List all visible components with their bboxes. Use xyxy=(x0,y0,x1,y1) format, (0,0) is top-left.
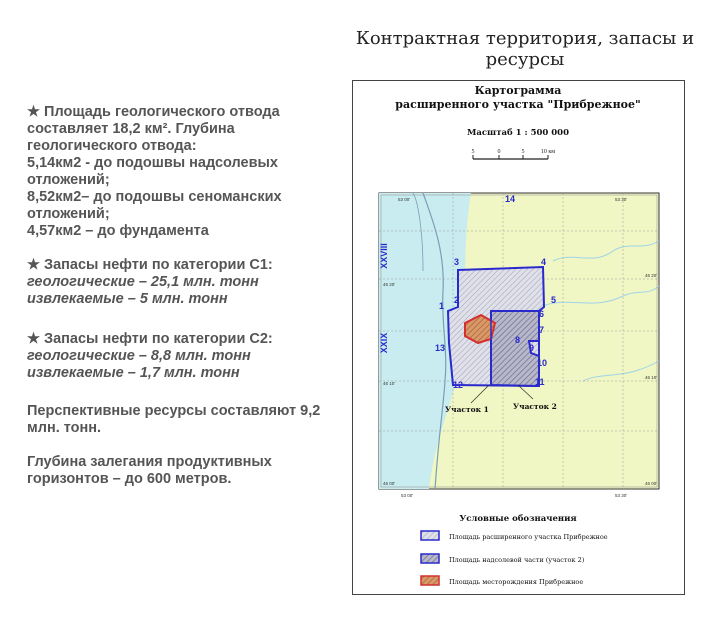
prospective-resources: Перспективные ресурсы составляют 9,2 млн. тонн. xyxy=(27,403,321,436)
section-2-label: Участок 2 xyxy=(513,402,557,411)
coord-label: 46 10' xyxy=(383,381,396,386)
point-label: 13 xyxy=(435,343,446,353)
legend-item xyxy=(421,554,585,564)
point-label: 4 xyxy=(541,257,547,267)
scale-bar xyxy=(472,149,556,159)
reserves-c1-geological: геологические – 25,1 млн. тонн xyxy=(27,274,259,290)
point-label: 6 xyxy=(539,309,545,319)
scale-tick: 0 xyxy=(497,149,501,155)
coord-label: 46 00' xyxy=(383,481,396,486)
reserves-c1-heading: ★ Запасы нефти по категории С1: xyxy=(27,257,273,273)
map-svg xyxy=(353,81,684,594)
coord-label: 53 30' xyxy=(615,197,628,202)
slide-title: Контрактная территория, запасы и ресурсы xyxy=(355,28,695,70)
point-label: 12 xyxy=(453,380,464,390)
coord-label: 53 00' xyxy=(398,197,411,202)
legend-item xyxy=(421,531,608,541)
legend-label: Площадь надсолевой части (участок 2) xyxy=(449,556,585,564)
area-text: ★ Площадь геологического отвода составляет 18,2 км². Глубина геологического отвода: xyxy=(27,104,280,154)
coord-label: 46 10' xyxy=(645,375,658,380)
legend-label: Площадь расширенного участка Прибрежное xyxy=(449,533,608,541)
reserves-c2-heading: ★ Запасы нефти по категории С2: xyxy=(27,331,273,347)
point-label: 8 xyxy=(515,335,521,345)
map-scale-label: Масштаб 1 : 500 000 xyxy=(466,128,570,138)
map-card xyxy=(352,80,685,595)
area-depth-2: 8,52км2– до подошвы сеноманских отложений; xyxy=(27,189,282,222)
info-text-block xyxy=(27,104,327,488)
area-depth-1: 5,14км2 - до подошвы надсолевых отложений; xyxy=(27,155,278,188)
point-label: 7 xyxy=(539,325,545,335)
scale-tick: 5 xyxy=(471,149,475,155)
scale-tick: 5 xyxy=(521,149,525,155)
coord-label: 46 20' xyxy=(383,282,396,287)
scale-tick: 10 км xyxy=(540,149,556,155)
point-label: 3 xyxy=(454,257,460,267)
reserves-c2-recoverable: извлекаемые – 1,7 млн. тонн xyxy=(27,365,240,381)
point-label: 10 xyxy=(537,358,548,368)
coord-label: 46 00' xyxy=(645,481,658,486)
coord-label: 53 30' xyxy=(615,493,628,498)
block-number: 14 xyxy=(504,194,516,204)
area-depth-3: 4,57км2 – до фундамента xyxy=(27,223,209,239)
point-label: 11 xyxy=(535,377,545,387)
legend-label: Площадь месторождения Прибрежное xyxy=(449,578,584,586)
coord-label: 53 00' xyxy=(401,493,414,498)
section-1-label: Участок 1 xyxy=(445,405,489,414)
map-subtitle: расширенного участка "Прибрежное" xyxy=(395,98,641,111)
legend-item xyxy=(421,576,583,586)
roman-label-mid: XXIX xyxy=(379,332,389,354)
productive-depth: Глубина залегания продуктивных горизонтов – до 600 метров. xyxy=(27,454,272,487)
reserves-c2-geological: геологические – 8,8 млн. тонн xyxy=(27,348,251,364)
point-label: 2 xyxy=(454,295,460,305)
map-title: Картограмма xyxy=(474,84,562,97)
point-label: 1 xyxy=(439,301,445,311)
roman-label-top: XXVIII xyxy=(379,243,389,269)
coord-label: 46 20' xyxy=(645,273,658,278)
legend-title: Условные обозначения xyxy=(459,514,577,524)
point-label: 5 xyxy=(551,295,557,305)
point-label: 9 xyxy=(529,343,535,353)
reserves-c1-recoverable: извлекаемые – 5 млн. тонн xyxy=(27,291,228,307)
